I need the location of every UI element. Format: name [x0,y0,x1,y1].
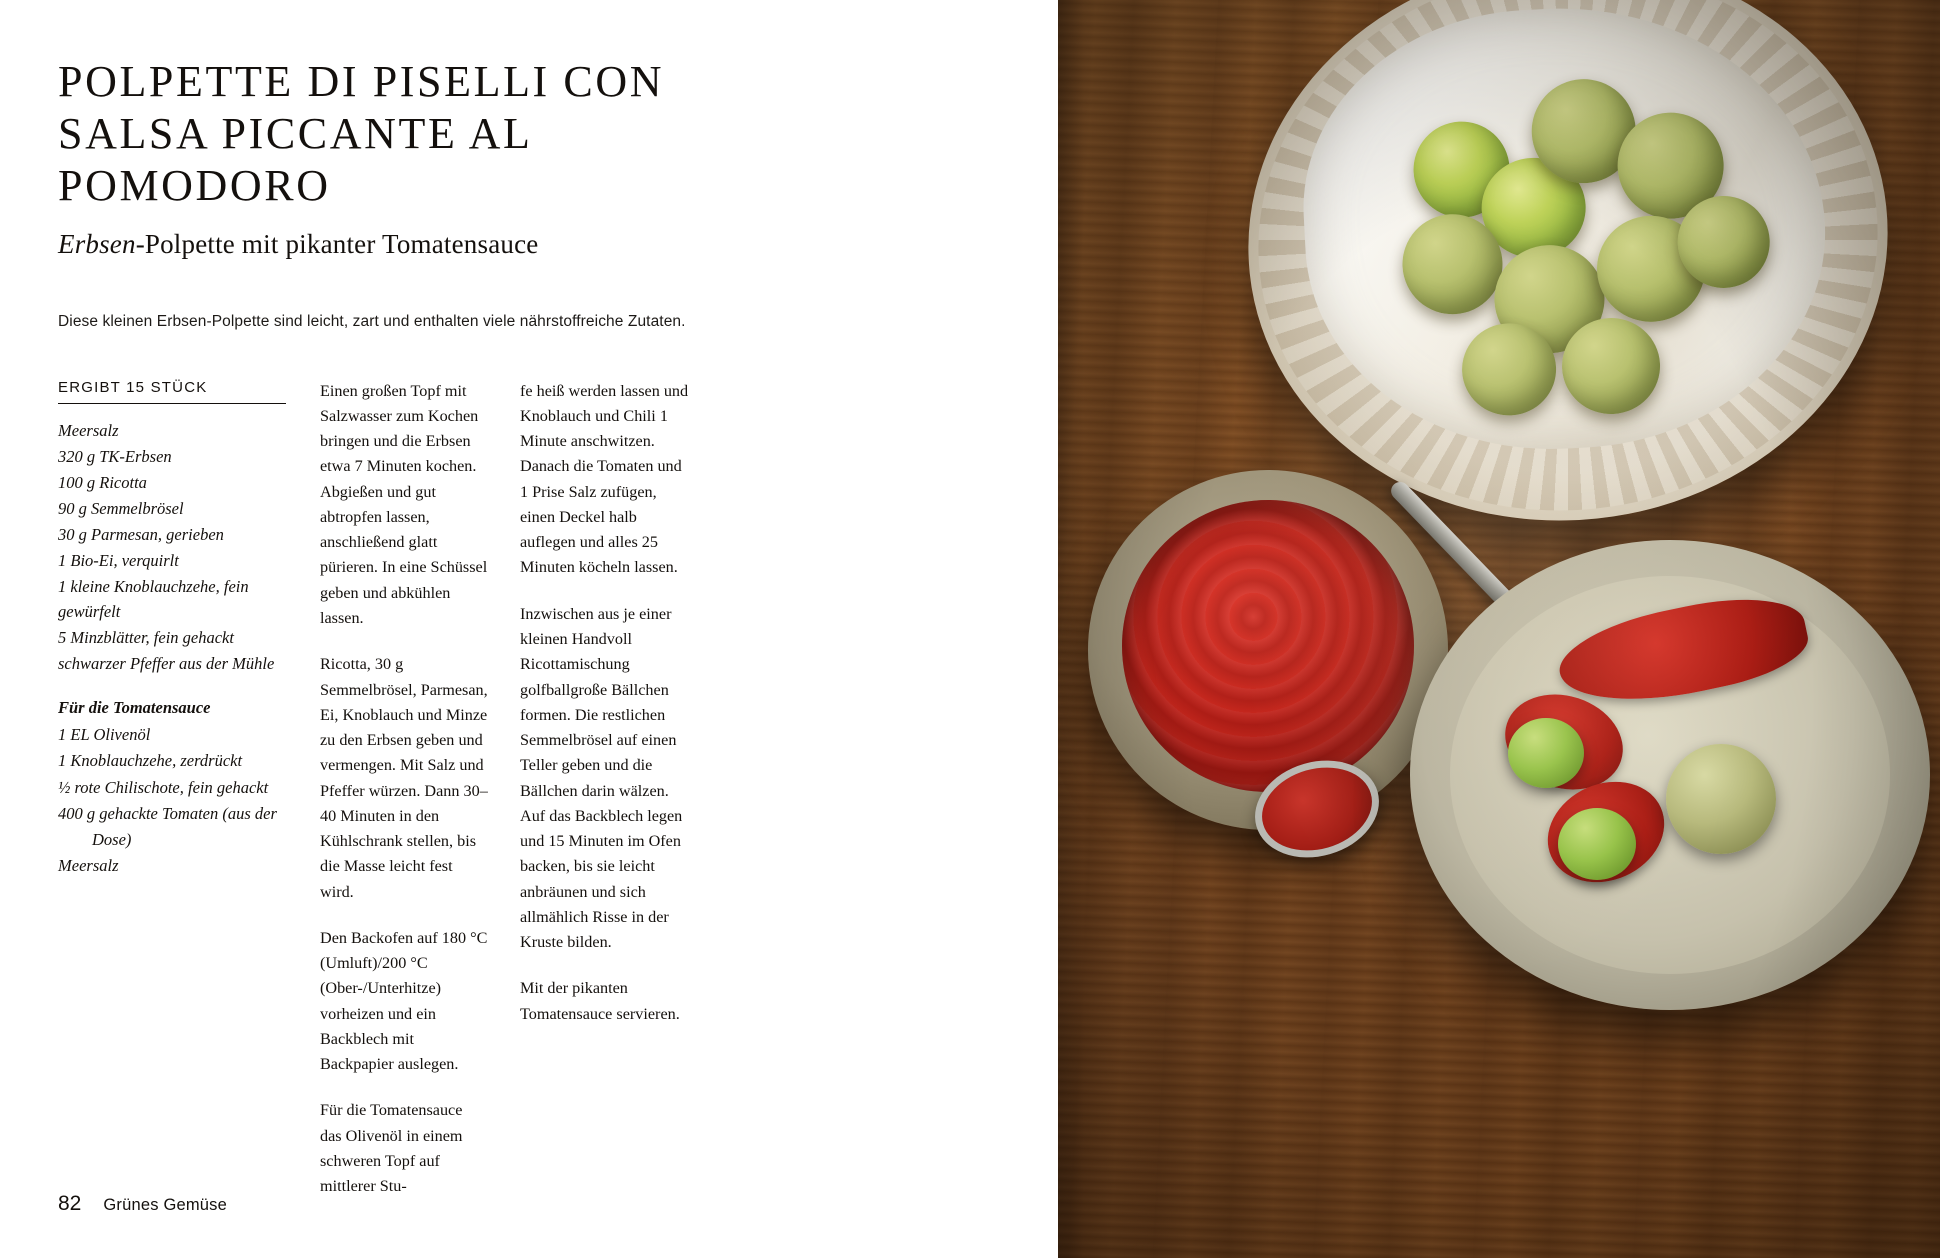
recipe-step: Ricotta, 30 g Semmelbrösel, Parmesan, Ei, Knoblauch und Minze zu den Erbsen geben und vermengen. Mit Salz und Pfeffer würzen. Dann 30–40 Minuten in den Kühlschrank stellen, bis die Masse leicht fest wird. [320,655,488,901]
recipe-step: Den Backofen auf 180 °C (Umluft)/200 °C (Ober-/Unterhitze) vorheizen und ein Backblech mit Backpapier auslegen. [320,928,488,1074]
recipe-columns [58,379,1058,1200]
recipe-step: Einen großen Topf mit Salzwasser zum Kochen bringen und die Erbsen etwa 7 Minuten kochen. Abgießen und gut abtropfen lassen, anschließend glatt pürieren. In eine Schüssel geben und abkühlen lassen. [320,381,488,627]
recipe-intro: Diese kleinen Erbsen-Polpette sind leicht, zart und enthalten viele nährstoffreiche Zutaten. [58,313,686,331]
recipe-step: Mit der pikanten Tomatensauce servieren. [520,979,680,1023]
list-item: 1 Knoblauchzehe, zerdrückt [58,751,243,771]
list-item: Meersalz [58,855,119,875]
list-item: schwarzer Pfeffer aus der Mühle [58,654,275,674]
chapter-name: Grünes Gemüse [103,1196,228,1214]
list-item [58,827,294,852]
yield-divider [58,403,286,404]
list-item: 1 kleine Knoblauchzehe, fein gewürfelt [58,577,249,622]
list-item: ½ rote Chilischote, fein gehackt [58,777,269,797]
recipe-subtitle-rest: -Polpette mit pikanter Tomatensauce [135,228,539,259]
page-number: 82 [58,1192,82,1215]
ingredients-column [58,379,320,1200]
recipe-subtitle [58,228,1058,262]
list-item: 5 Minzblätter, fein gehackt [58,628,234,648]
recipe-subtitle-italic: Erbsen [58,228,136,259]
list-item-continuation: Dose) [92,829,132,849]
recipe-photo-page [1058,0,1940,1258]
sauce-ingredients-list [58,722,294,877]
list-item: 90 g Semmelbrösel [58,498,184,518]
food-photograph [1058,0,1940,1258]
list-item: Meersalz [58,420,119,440]
sauce-ingredients-heading: Für die Tomatensauce [58,698,211,718]
list-item: 1 Bio-Ei, verquirlt [58,550,179,570]
list-item: 400 g gehackte Tomaten (aus der [58,803,277,823]
photo-vignette [1058,0,1940,1258]
list-item: 320 g TK-Erbsen [58,446,172,466]
yield-label: ERGIBT 15 STÜCK [58,378,208,396]
ingredients-list [58,418,294,677]
recipe-step: fe heiß werden lassen und Knoblauch und Chili 1 Minute anschwitzen. Danach die Tomaten und 1 Prise Salz zufügen, einen Deckel halb auflegen und alles 25 Minuten köcheln lassen. [520,381,689,577]
steps-column-2 [520,379,720,1200]
recipe-step: Inzwischen aus je einer kleinen Handvoll Ricottamischung golfballgroße Bällchen formen. Die restlichen Semmelbrösel auf einen Teller geben und die Bällchen darin wälzen. Auf das Backblech legen und 15 Minuten im Ofen backen, bis sie leicht anbräunen und sich allmählich Risse in der Kruste bilden. [520,604,683,952]
list-item: 30 g Parmesan, gerieben [58,524,224,544]
steps-column-1 [320,379,520,1200]
page-footer [58,1192,227,1216]
recipe-title: POLPETTE DI PISELLI CON SALSA PICCANTE AL POMODORO [58,57,665,210]
list-item: 100 g Ricotta [58,472,147,492]
recipe-step: Für die Tomatensauce das Olivenöl in einem schweren Topf auf mittlerer Stu- [320,1101,463,1196]
list-item: 1 EL Olivenöl [58,725,151,745]
